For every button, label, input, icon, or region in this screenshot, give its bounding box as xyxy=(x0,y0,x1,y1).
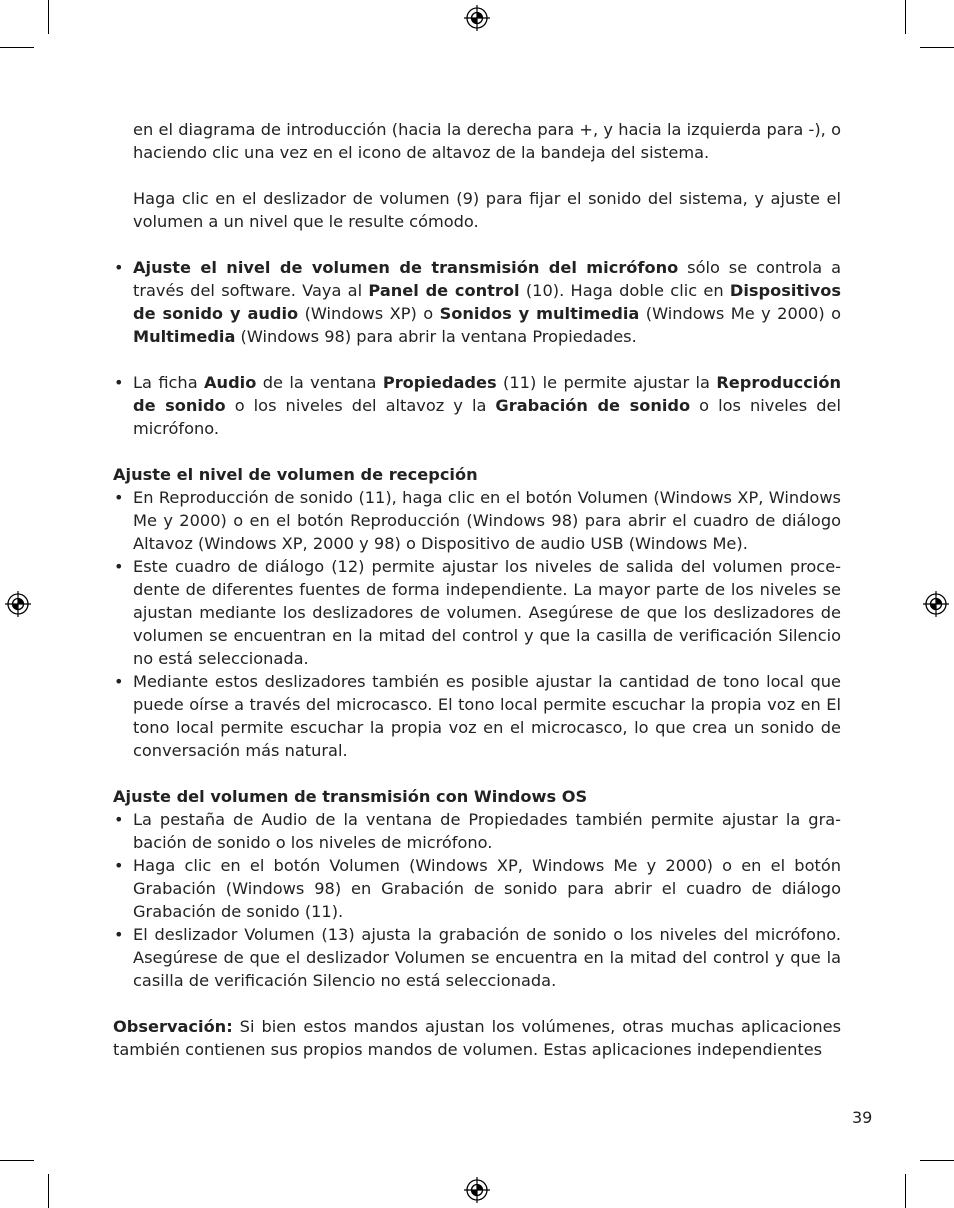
paragraph-intro: en el diagrama de introducción (hacia la derecha para +, y hacia la izquierda para -), o haciendo clic una vez en el icono de altavoz de la bandeja del sistema. xyxy=(133,120,841,162)
list-item: • Ajuste el nivel de volumen de transmisión del micrófono sólo se controla a través del software. Vaya al Panel de control (10). Haga doble clic en Dispositivos de sonido y audio (Windows XP) o Sonidos y multimedia (Windows Me y 2000) o Multimedia (Windows 98) para abrir la ventana Propiedades. xyxy=(113,256,841,348)
crop-mark-icon xyxy=(48,0,49,34)
registration-mark-icon xyxy=(923,591,949,617)
list-item: • La ficha Audio de la ventana Propiedades (11) le permite ajustar la Reproducción de sonido o los niveles del altavoz y la Grabación de sonido o los niveles del micrófono. xyxy=(113,371,841,440)
note-text: Si bien estos mandos ajustan los volúmenes, otras muchas aplicaciones también contienen sus propios mandos de volumen. Estas aplicaciones independientes xyxy=(113,1017,841,1059)
note-label: Observación: xyxy=(113,1017,233,1036)
page-number: 39 xyxy=(852,1108,873,1127)
list-item: • Haga clic en el botón Volumen (Windows XP, Windows Me y 2000) o en el botón Grabación (Windows 98) en Grabación de sonido para abrir el cuadro de diálogo Grabación de sonido (11). xyxy=(113,854,841,923)
registration-mark-icon xyxy=(464,1177,490,1203)
crop-mark-icon xyxy=(905,0,906,34)
crop-mark-icon xyxy=(920,47,954,48)
registration-mark-icon xyxy=(5,591,31,617)
list-item: • El deslizador Volumen (13) ajusta la grabación de sonido o los niveles del micrófono. Asegúrese de que el deslizador Volumen se encuentra en la mitad del control y que la casilla de verificación Silencio no está seleccionada. xyxy=(113,923,841,992)
section-heading: Ajuste del volumen de transmisión con Windows OS xyxy=(113,787,588,806)
page-body xyxy=(113,118,841,1061)
crop-mark-icon xyxy=(920,1160,954,1161)
registration-mark-icon xyxy=(464,5,490,31)
paragraph-volume-slider: Haga clic en el deslizador de volumen (9) para fijar el sonido del sistema, y ajuste el volumen a un nivel que le resulte cómodo. xyxy=(133,189,841,231)
crop-mark-icon xyxy=(0,47,34,48)
crop-mark-icon xyxy=(48,1174,49,1208)
section-heading: Ajuste el nivel de volumen de recepción xyxy=(113,465,478,484)
crop-mark-icon xyxy=(905,1174,906,1208)
list-item: • La pestaña de Audio de la ventana de Propiedades también permite ajustar la gra-bación de sonido o los niveles de micrófono. xyxy=(113,808,841,854)
list-item: • Este cuadro de diálogo (12) permite ajustar los niveles de salida del volumen proce-dente de diferentes fuentes de forma independiente. La mayor parte de los niveles se ajustan mediante los deslizadores de volumen. Asegúrese de que los deslizadores de volumen se encuentran en la mitad del control y que la casilla de verificación Silencio no está seleccionada. xyxy=(113,555,841,670)
list-item: • Mediante estos deslizadores también es posible ajustar la cantidad de tono local que puede oírse a través del microcasco. El tono local permite escuchar la propia voz en El tono local permite escuchar la propia voz en el microcasco, lo que crea un sonido de conversación más natural. xyxy=(113,670,841,762)
list-item: • En Reproducción de sonido (11), haga clic en el botón Volumen (Windows XP, Windows Me y 2000) o en el botón Reproducción (Windows 98) para abrir el cuadro de diálogo Altavoz (Windows XP, 2000 y 98) o Dispositivo de audio USB (Windows Me). xyxy=(113,486,841,555)
note-paragraph xyxy=(113,1015,841,1061)
crop-mark-icon xyxy=(0,1160,34,1161)
